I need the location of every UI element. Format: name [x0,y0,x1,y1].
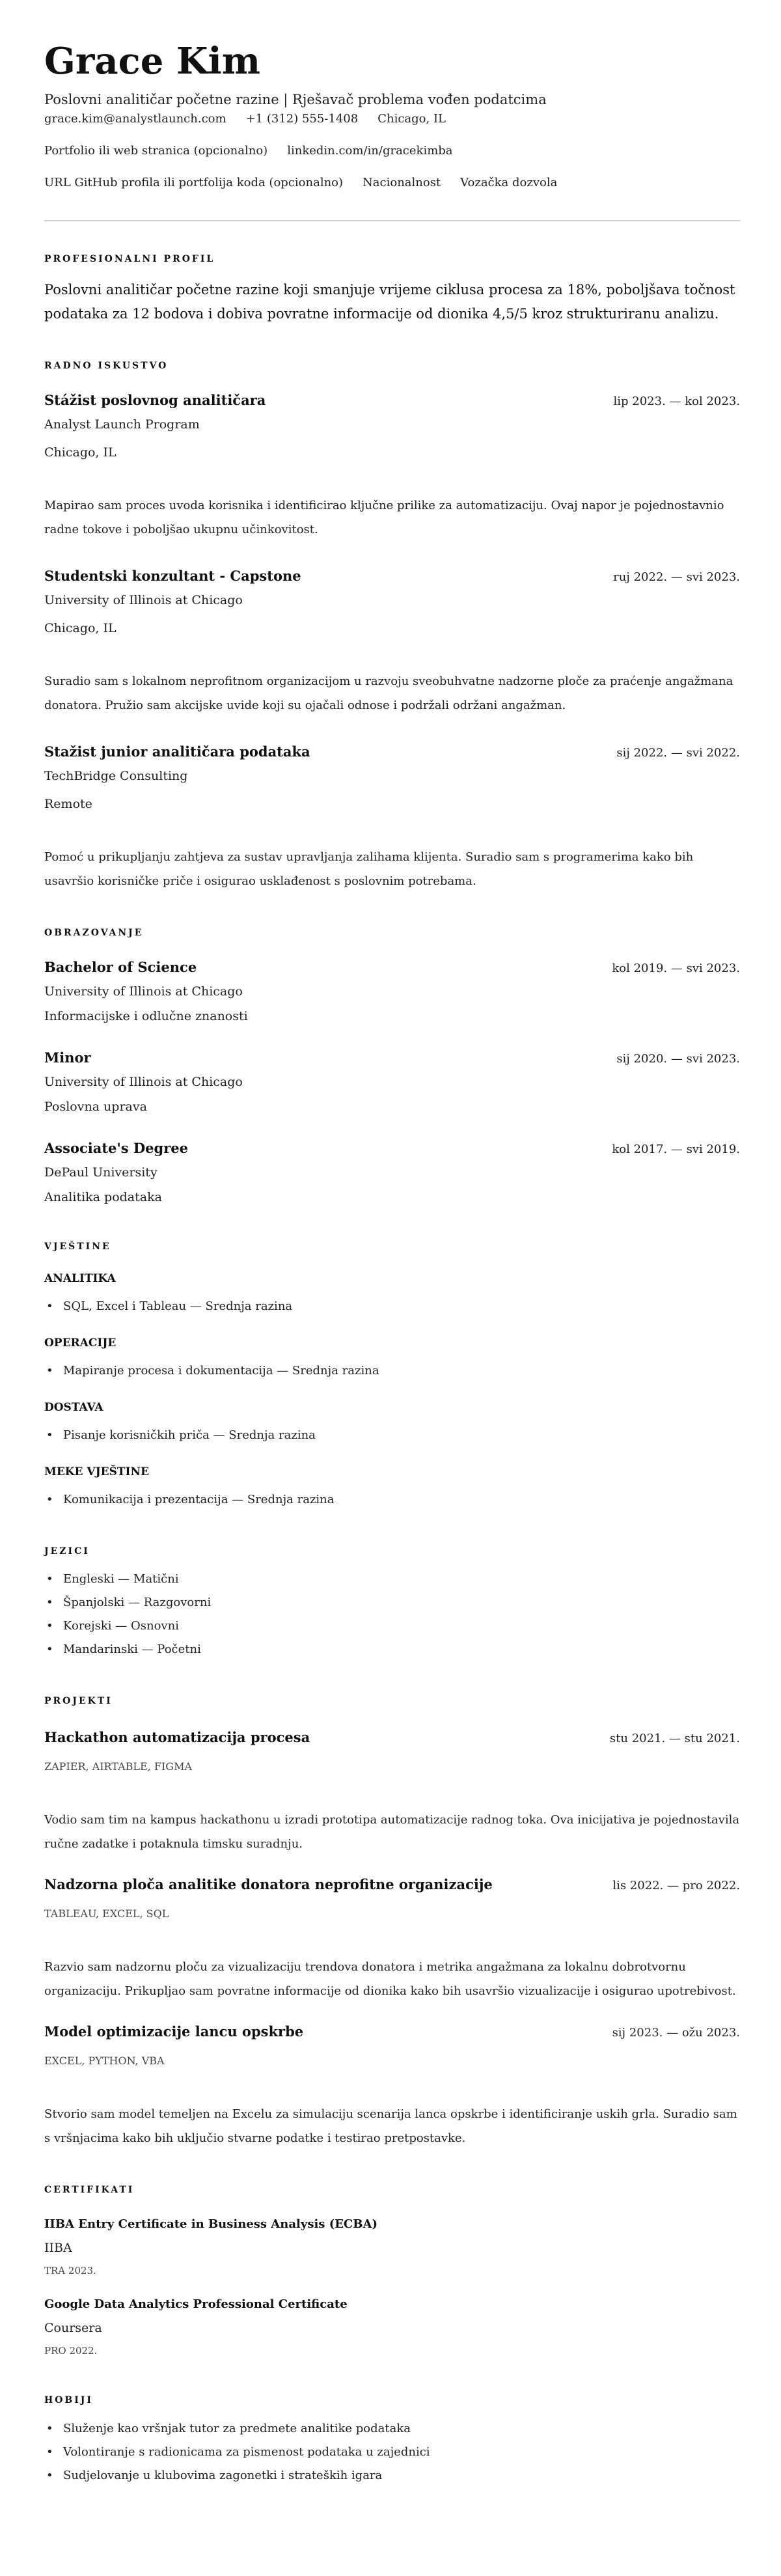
project-title: Nadzorna ploča analitike donatora neprofitne organizacije [44,1876,493,1892]
field-of-study: Analitika podataka [44,1190,162,1204]
divider [44,220,740,221]
experience-entry [44,742,740,893]
project-entry [44,2022,740,2150]
certificate-issuer: IIBA [44,2241,72,2255]
certificate-title: IIBA Entry Certificate in Business Analysis (ECBA) [44,2217,377,2231]
employer: Analyst Launch Program [44,417,200,432]
job-title: Stážist poslovnog analitičara [44,392,266,408]
profile-section [44,253,740,326]
skill-item: • Pisanje korisničkih priča — Srednja razina [44,1424,740,1447]
contact-row [44,141,740,161]
linkedin-link[interactable]: linkedin.com/in/gracekimba [287,144,453,158]
school: University of Illinois at Chicago [44,984,243,999]
section-heading: CERTIFIKATI [44,2185,135,2195]
section-heading: PROFESIONALNI PROFIL [44,254,215,264]
project-dates: sij 2023. — ožu 2023. [612,2026,740,2040]
skill-group-title: ANALITIKA [44,1272,116,1285]
language-item: • Španjolski — Razgovorni [44,1591,740,1614]
email-link[interactable]: grace.kim@analystlaunch.com [44,112,226,126]
skill-group-title: MEKE VJEŠTINE [44,1465,149,1478]
section-heading: OBRAZOVANJE [44,928,144,938]
job-title: Stažist junior analitičara podataka [44,743,310,760]
github-link[interactable]: URL GitHub profila ili portfolija koda (opcionalno) [44,176,344,189]
project-dates: lis 2022. — pro 2022. [612,1879,740,1892]
project-entry [44,1728,740,1856]
skill-item: • Komunikacija i prezentacija — Srednja razina [44,1488,740,1512]
project-description: Vodio sam tim na kampus hackathonu u izradi prototipa automatizacije radnog toka. Ova inicijativa je pojednostavila ručne zadatke i potaknula timsku suradnju. [44,1813,740,1851]
section-heading: HOBIJI [44,2395,93,2405]
hobby-item: • Sudjelovanje u klubovima zagonetki i strateških igara [44,2464,740,2487]
skills-section [44,1240,740,1512]
project-description: Razvio sam nadzornu ploču za vizualizaciju trendova donatora i metrika angažmana za lokalnu dobrotvornu organizaciju. Prikupljao sam povratne informacije od dionika kako bih usavršio vizualizacije i osigurao upotrebivost. [44,1960,736,1998]
drivers-license: Vozačka dozvola [460,176,558,189]
skill-group-title: DOSTAVA [44,1401,103,1414]
project-entry [44,1875,740,2003]
location: Chicago, IL [377,112,446,126]
job-description: Suradio sam s lokalnom neprofitnom organizacijom u razvoju sveobuhvatne nadzorne ploče za praćenje angažmana donatora. Pružio sam akcijske uvide koji su ojačali odnose i podržali održani angažman. [44,674,733,712]
job-dates: ruj 2022. — svi 2023. [613,570,740,584]
skill-item: • Mapiranje procesa i dokumentacija — Srednja razina [44,1359,740,1383]
certificate-issuer: Coursera [44,2321,102,2335]
candidate-name: Grace Kim [44,40,261,83]
hobby-item: • Volontiranje s radionicama za pismenost podataka u zajednici [44,2441,740,2464]
profile-summary: Poslovni analitičar početne razine koji smanjuje vrijeme ciklusa procesa za 18%, poboljšava točnost podataka za 12 bodova i dobiva povratne informacije od dionika 4,5/5 kroz strukturiranu analizu. [44,282,735,322]
contact-row [44,173,740,193]
project-title: Model optimizacije lancu opskrbe [44,2023,304,2040]
project-tags: ZAPIER, AIRTABLE, FIGMA [44,1760,193,1773]
headline: Poslovni analitičar početne razine | Rješavač problema vođen podatcima [44,92,547,107]
project-dates: stu 2021. — stu 2021. [609,1732,740,1745]
hobbies-section [44,2394,740,2487]
hobby-item: • Služenje kao vršnjak tutor za predmete analitike podataka [44,2417,740,2441]
certificate-date: TRA 2023. [44,2265,96,2277]
project-tags: TABLEAU, EXCEL, SQL [44,1907,169,1920]
job-dates: sij 2022. — svi 2022. [616,746,740,760]
job-dates: lip 2023. — kol 2023. [613,395,740,408]
project-description: Stvorio sam model temeljen na Excelu za simulaciju scenarija lanca opskrbe i identificiranje uskih grla. Suradio sam s vršnjacima kako bih uključio stvarne podatke i testirao pretpostavke. [44,2107,737,2145]
education-entry [44,1048,740,1116]
school: DePaul University [44,1165,158,1180]
nationality: Nacionalnost [363,176,441,189]
certificates-section [44,2183,740,2361]
languages-section [44,1545,740,1661]
employer: TechBridge Consulting [44,769,188,783]
projects-section [44,1695,740,2150]
language-item: • Korejski — Osnovni [44,1614,740,1638]
certificate-date: PRO 2022. [44,2345,98,2357]
skill-item: • SQL, Excel i Tableau — Srednja razina [44,1295,740,1318]
experience-entry [44,566,740,717]
language-item: • Engleski — Matični [44,1568,740,1591]
section-heading: PROJEKTI [44,1696,113,1706]
field-of-study: Poslovna uprava [44,1100,147,1114]
certificate-title: Google Data Analytics Professional Certificate [44,2297,348,2311]
degree: Associate's Degree [44,1140,188,1156]
project-title: Hackathon automatizacija procesa [44,1729,310,1745]
contact-row [44,109,740,129]
education-dates: kol 2017. — svi 2019. [612,1143,740,1156]
job-description: Pomoć u prikupljanju zahtjeva za sustav upravljanja zalihama klijenta. Suradio sam s programerima kako bih usavršio korisničke priče i osigurao usklađenost s poslovnim potrebama. [44,850,694,888]
section-heading: RADNO ISKUSTVO [44,361,169,371]
education-section [44,926,740,1207]
education-dates: sij 2020. — svi 2023. [616,1052,740,1066]
degree: Bachelor of Science [44,959,197,975]
job-location: Remote [44,797,92,811]
certificate-entry [44,2295,740,2361]
employer: University of Illinois at Chicago [44,593,243,607]
job-description: Mapirao sam proces uvoda korisnika i identificirao ključne prilike za automatizaciju. Ovaj napor je pojednostavnio radne tokove i poboljšao ukupnu učinkovitost. [44,499,724,536]
education-dates: kol 2019. — svi 2023. [612,962,740,975]
experience-section [44,359,740,893]
section-heading: VJEŠTINE [44,1241,111,1252]
skill-group-title: OPERACIJE [44,1336,116,1350]
experience-entry [44,391,740,542]
project-tags: EXCEL, PYTHON, VBA [44,2055,165,2067]
school: University of Illinois at Chicago [44,1075,243,1089]
degree: Minor [44,1049,91,1066]
language-item: • Mandarinski — Početni [44,1638,740,1661]
certificate-entry [44,2215,740,2280]
education-entry [44,958,740,1026]
job-location: Chicago, IL [44,445,116,460]
phone: +1 (312) 555-1408 [245,112,359,126]
job-location: Chicago, IL [44,621,116,635]
education-entry [44,1139,740,1207]
field-of-study: Informacijske i odlučne znanosti [44,1009,248,1023]
section-heading: JEZICI [44,1546,90,1557]
job-title: Studentski konzultant - Capstone [44,568,301,584]
portfolio-link[interactable]: Portfolio ili web stranica (opcionalno) [44,144,268,158]
